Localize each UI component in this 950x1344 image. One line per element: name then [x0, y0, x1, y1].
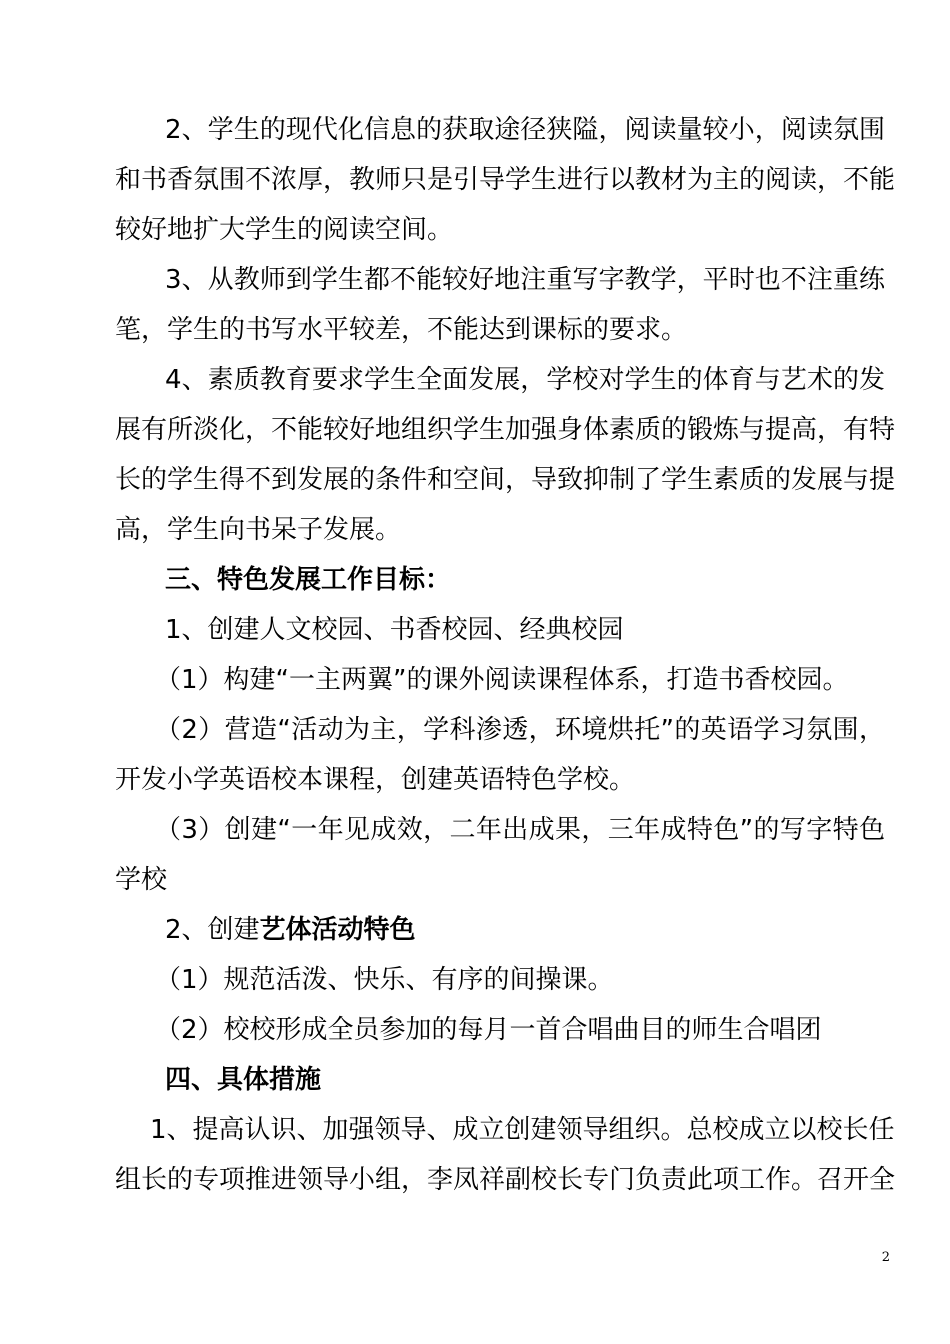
paragraph-line: 组长的专项推进领导小组，李凤祥副校长专门负责此项工作。召开全 [115, 1165, 896, 1195]
subsection-heading-prefix: 2、创建 [165, 915, 260, 945]
list-item-continuation: 开发小学英语校本课程，创建英语特色学校。 [115, 765, 636, 795]
paragraph-line: 2、学生的现代化信息的获取途径狭隘，阅读量较小，阅读氛围 [165, 115, 885, 145]
paragraph-line: 和书香氛围不浓厚，教师只是引导学生进行以教材为主的阅读，不能 [115, 165, 896, 195]
paragraph-line: 高，学生向书呆子发展。 [115, 515, 402, 545]
subsection-heading: 1、创建人文校园、书香校园、经典校园 [165, 615, 624, 645]
list-item: （1）构建“一主两翼”的课外阅读课程体系，打造书香校园。 [155, 665, 849, 695]
paragraph-line: 3、从教师到学生都不能较好地注重写字教学，平时也不注重练 [165, 265, 885, 295]
paragraph-line: 4、素质教育要求学生全面发展，学校对学生的体育与艺术的发 [165, 365, 885, 395]
paragraph-line: 展有所淡化，不能较好地组织学生加强身体素质的锻炼与提高，有特 [115, 415, 896, 445]
list-item: （1）规范活泼、快乐、有序的间操课。 [155, 965, 614, 995]
list-item-continuation: 学校 [115, 865, 168, 895]
list-item: （2）校校形成全员参加的每月一首合唱曲目的师生合唱团 [155, 1015, 822, 1045]
section-heading: 三、特色发展工作目标： [165, 565, 452, 595]
list-item: （3）创建“一年见成效，二年出成果，三年成特色”的写字特色 [155, 815, 885, 845]
page-number: 2 [881, 1250, 890, 1265]
subsection-heading-emphasis: 艺体活动特色 [259, 915, 416, 945]
paragraph-line: 长的学生得不到发展的条件和空间，导致抑制了学生素质的发展与提 [115, 465, 896, 495]
section-heading: 四、具体措施 [165, 1065, 322, 1095]
paragraph-line: 笔，学生的书写水平较差，不能达到课标的要求。 [115, 315, 688, 345]
paragraph-line: 较好地扩大学生的阅读空间。 [115, 215, 454, 245]
list-item: （2）营造“活动为主，学科渗透，环境烘托”的英语学习氛围， [155, 715, 885, 745]
subsection-heading [165, 915, 885, 945]
paragraph-line: 1、提高认识、加强领导、成立创建领导组织。总校成立以校长任 [150, 1115, 895, 1145]
